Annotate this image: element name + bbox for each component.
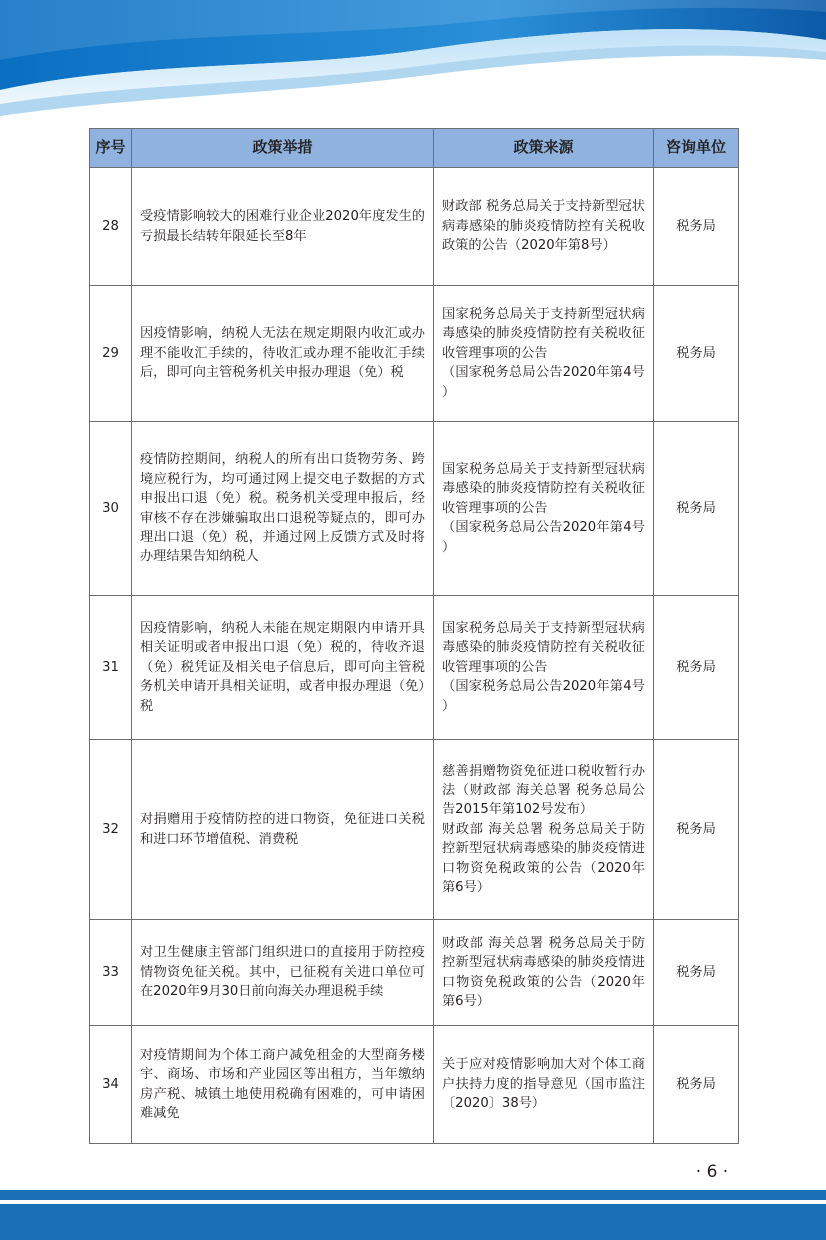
row-unit: 税务局 [654, 168, 739, 286]
row-number: 31 [90, 596, 132, 740]
footer-banner [0, 1190, 826, 1240]
header-measure: 政策举措 [132, 129, 434, 168]
row-measure: 疫情防控期间，纳税人的所有出口货物劳务、跨境应税行为，均可通过网上提交电子数据的方式申报出口退（免）税。税务机关受理申报后，经审核不存在涉嫌骗取出口退税等疑点的，即可办理出口退（免）税，并通过网上反馈方式及时将办理结果告知纳税人 [132, 422, 434, 596]
row-unit: 税务局 [654, 740, 739, 920]
table-row [90, 168, 739, 286]
row-source: 国家税务总局关于支持新型冠状病毒感染的肺炎疫情防控有关税收征收管理事项的公告 （国家税务总局公告2020年第4号 ） [434, 422, 654, 596]
row-number: 32 [90, 740, 132, 920]
row-unit: 税务局 [654, 286, 739, 422]
table-row [90, 596, 739, 740]
footer-stripe [0, 1190, 826, 1200]
table-header-row [90, 129, 739, 168]
table-row [90, 1026, 739, 1144]
row-source: 财政部 海关总署 税务总局关于防控新型冠状病毒感染的肺炎疫情进口物资免税政策的公告（2020年第6号） [434, 920, 654, 1026]
table-row [90, 286, 739, 422]
row-number: 29 [90, 286, 132, 422]
header-number: 序号 [90, 129, 132, 168]
row-measure: 对疫情期间为个体工商户减免租金的大型商务楼宇、商场、市场和产业园区等出租方，当年缴纳房产税、城镇土地使用税确有困难的，可申请困难减免 [132, 1026, 434, 1144]
row-measure: 受疫情影响较大的困难行业企业2020年度发生的亏损最长结转年限延长至8年 [132, 168, 434, 286]
page-number: · 6 · [695, 1162, 729, 1182]
row-source: 慈善捐赠物资免征进口税收暂行办法（财政部 海关总署 税务总局公告2015年第102号发布） 财政部 海关总署 税务总局关于防控新型冠状病毒感染的肺炎疫情进口物资免税政策的公告（2020年第6号） [434, 740, 654, 920]
footer-band [0, 1204, 826, 1240]
header-banner [0, 0, 826, 120]
header-source: 政策来源 [434, 129, 654, 168]
table-row [90, 920, 739, 1026]
header-unit: 咨询单位 [654, 129, 739, 168]
row-unit: 税务局 [654, 422, 739, 596]
row-measure: 对卫生健康主管部门组织进口的直接用于防控疫情物资免征关税。其中，已征税有关进口单位可在2020年9月30日前向海关办理退税手续 [132, 920, 434, 1026]
row-source: 财政部 税务总局关于支持新型冠状病毒感染的肺炎疫情防控有关税收政策的公告（2020年第8号） [434, 168, 654, 286]
row-measure: 对捐赠用于疫情防控的进口物资，免征进口关税和进口环节增值税、消费税 [132, 740, 434, 920]
row-measure: 因疫情影响，纳税人无法在规定期限内收汇或办理不能收汇手续的，待收汇或办理不能收汇手续后，即可向主管税务机关申报办理退（免）税 [132, 286, 434, 422]
row-source: 关于应对疫情影响加大对个体工商户扶持力度的指导意见（国市监注〔2020〕38号） [434, 1026, 654, 1144]
row-number: 30 [90, 422, 132, 596]
row-number: 28 [90, 168, 132, 286]
row-number: 34 [90, 1026, 132, 1144]
row-unit: 税务局 [654, 1026, 739, 1144]
table-row [90, 740, 739, 920]
row-unit: 税务局 [654, 596, 739, 740]
table-row [90, 422, 739, 596]
row-source: 国家税务总局关于支持新型冠状病毒感染的肺炎疫情防控有关税收征收管理事项的公告 （国家税务总局公告2020年第4号 ） [434, 596, 654, 740]
row-unit: 税务局 [654, 920, 739, 1026]
row-source: 国家税务总局关于支持新型冠状病毒感染的肺炎疫情防控有关税收征收管理事项的公告 （国家税务总局公告2020年第4号 ） [434, 286, 654, 422]
row-number: 33 [90, 920, 132, 1026]
policy-table [89, 128, 739, 1144]
row-measure: 因疫情影响，纳税人未能在规定期限内申请开具相关证明或者申报出口退（免）税的，待收齐退（免）税凭证及相关电子信息后，即可向主管税务机关申请开具相关证明，或者申报办理退（免）税 [132, 596, 434, 740]
